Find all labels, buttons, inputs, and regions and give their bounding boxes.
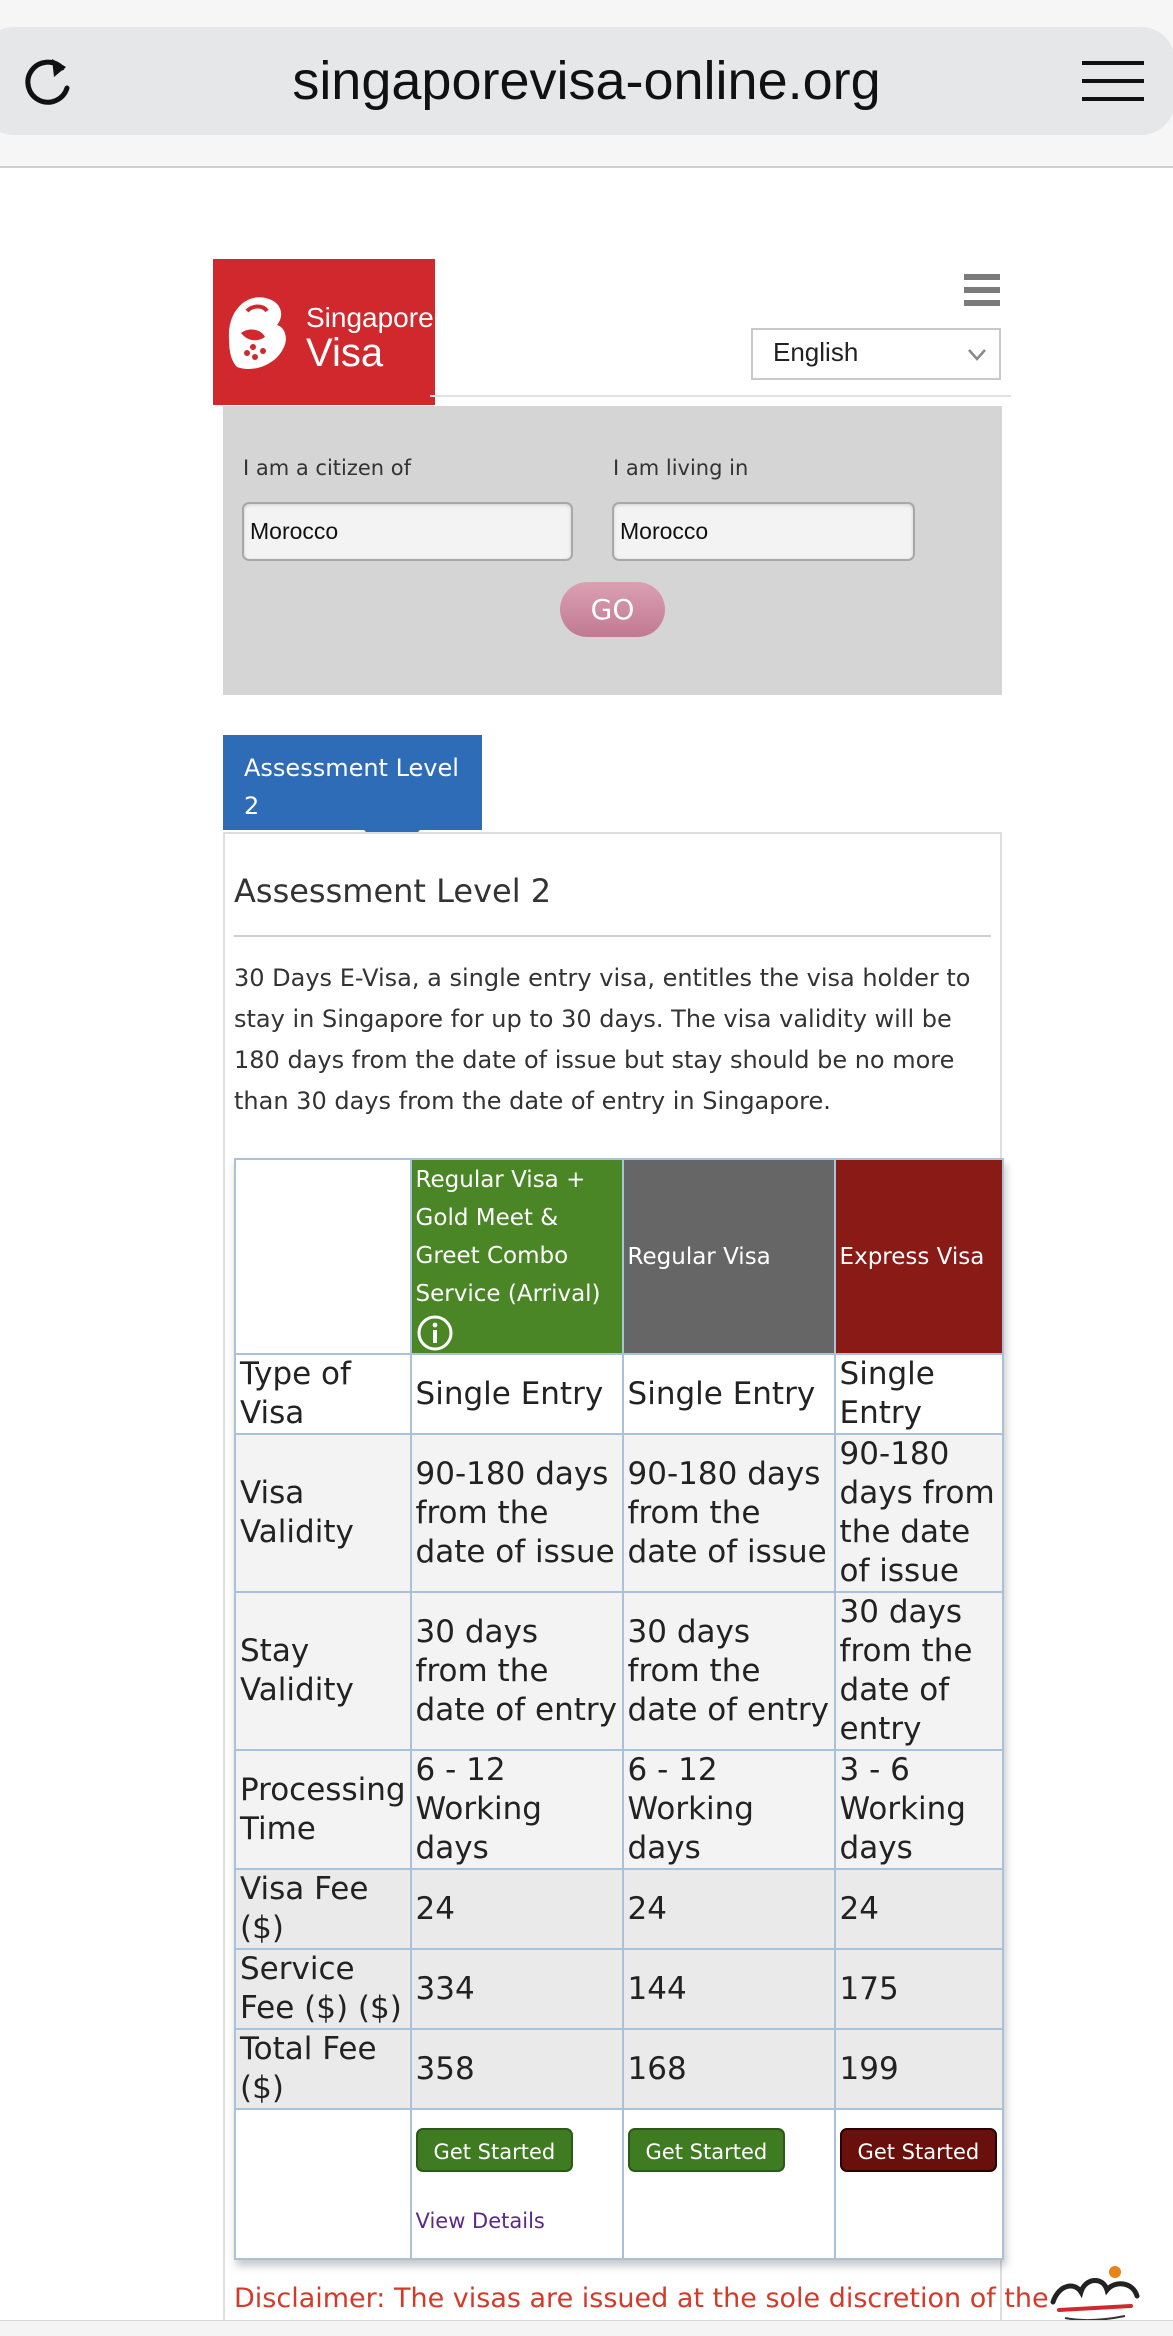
browser-bottom-edge — [0, 2320, 1173, 2336]
get-started-button-regular[interactable]: Get Started — [628, 2128, 786, 2172]
row-label: Total Fee ($) — [235, 2029, 411, 2109]
action-cell — [623, 2109, 835, 2259]
living-field[interactable] — [612, 502, 915, 561]
table-cell: 30 days from the date of entry — [623, 1592, 835, 1750]
visa-comparison-table — [234, 1158, 1004, 2260]
table-row — [235, 1750, 1003, 1869]
hamburger-menu-icon[interactable] — [1082, 58, 1144, 104]
go-button[interactable]: GO — [560, 582, 665, 637]
get-started-button-express[interactable]: Get Started — [840, 2128, 998, 2172]
eligibility-form — [223, 406, 1002, 695]
table-cell: 24 — [835, 1869, 1003, 1949]
title-divider — [234, 935, 991, 937]
row-label: Service Fee ($) ($) — [235, 1949, 411, 2029]
info-icon[interactable] — [416, 1314, 454, 1352]
view-details-link[interactable]: View Details — [415, 2209, 545, 2233]
section-title: Assessment Level 2 — [234, 872, 552, 910]
table-cell: 199 — [835, 2029, 1003, 2109]
empty-cell — [235, 2109, 411, 2259]
table-cell: 168 — [623, 2029, 835, 2109]
table-corner-cell — [235, 1159, 411, 1354]
language-value: English — [773, 337, 859, 367]
table-cell: Single Entry — [835, 1354, 1003, 1434]
tab-assessment-level[interactable] — [223, 735, 482, 830]
table-cell: 334 — [411, 1949, 623, 2029]
site-logo[interactable] — [213, 259, 435, 405]
row-label: Processing Time — [235, 1750, 411, 1869]
logo-text-singapore: Singapore — [306, 302, 434, 333]
table-cell: 30 days from the date of entry — [835, 1592, 1003, 1750]
table-row-actions — [235, 2109, 1003, 2259]
header-divider — [430, 395, 1011, 397]
table-cell: 90-180 days from the date of issue — [411, 1434, 623, 1592]
table-cell: 90-180 days from the date of issue — [623, 1434, 835, 1592]
table-row — [235, 1592, 1003, 1750]
table-row — [235, 1354, 1003, 1434]
merlion-icon — [219, 281, 299, 385]
table-cell: 6 - 12 Working days — [623, 1750, 835, 1869]
table-cell: 90-180 days from the date of issue — [835, 1434, 1003, 1592]
row-label: Type of Visa — [235, 1354, 411, 1434]
citizen-value: Morocco — [250, 518, 339, 544]
watermark-logo-icon — [1045, 2262, 1145, 2326]
living-value: Morocco — [620, 518, 709, 544]
table-cell: 30 days from the date of entry — [411, 1592, 623, 1750]
table-cell: 24 — [411, 1869, 623, 1949]
citizen-label: I am a citizen of — [243, 456, 412, 480]
table-row — [235, 2029, 1003, 2109]
table-cell: 3 - 6 Working days — [835, 1750, 1003, 1869]
chevron-down-icon — [967, 348, 987, 362]
disclaimer-text: Disclaimer: The visas are issued at the sole discretion of the — [234, 2283, 1049, 2314]
column-header-label: Regular Visa + Gold Meet & Greet Combo Service (Arrival) — [415, 1167, 601, 1307]
logo-text-visa: Visa — [306, 331, 384, 375]
row-label: Stay Validity — [235, 1592, 411, 1750]
column-header-express: Express Visa — [835, 1159, 1003, 1354]
table-cell: 144 — [623, 1949, 835, 2029]
url-text[interactable]: singaporevisa-online.org — [292, 51, 881, 111]
action-cell — [835, 2109, 1003, 2259]
table-cell: 175 — [835, 1949, 1003, 2029]
visa-description: 30 Days E-Visa, a single entry visa, entitles the visa holder to stay in Singapore for up to 30 days. The visa validity will be 180 days from the date of issue but stay should be no more than 30 days from the date of entry in Singapore. — [234, 964, 971, 1115]
table-row — [235, 1949, 1003, 2029]
column-header-combo — [411, 1159, 623, 1354]
browser-toolbar — [0, 0, 1173, 168]
table-cell: Single Entry — [411, 1354, 623, 1434]
row-label: Visa Validity — [235, 1434, 411, 1592]
column-header-regular: Regular Visa — [623, 1159, 835, 1354]
table-cell: 24 — [623, 1869, 835, 1949]
table-cell: 6 - 12 Working days — [411, 1750, 623, 1869]
action-cell — [411, 2109, 623, 2259]
table-cell: Single Entry — [623, 1354, 835, 1434]
table-row — [235, 1434, 1003, 1592]
site-menu-icon[interactable] — [964, 274, 1000, 306]
citizen-field[interactable] — [242, 502, 573, 561]
tab-label: Assessment Level 2 — [244, 754, 459, 820]
get-started-button-combo[interactable]: Get Started — [416, 2128, 574, 2172]
row-label: Visa Fee ($) — [235, 1869, 411, 1949]
table-cell: 358 — [411, 2029, 623, 2109]
living-label: I am living in — [613, 456, 749, 480]
language-select[interactable] — [751, 328, 1001, 380]
table-row — [235, 1869, 1003, 1949]
